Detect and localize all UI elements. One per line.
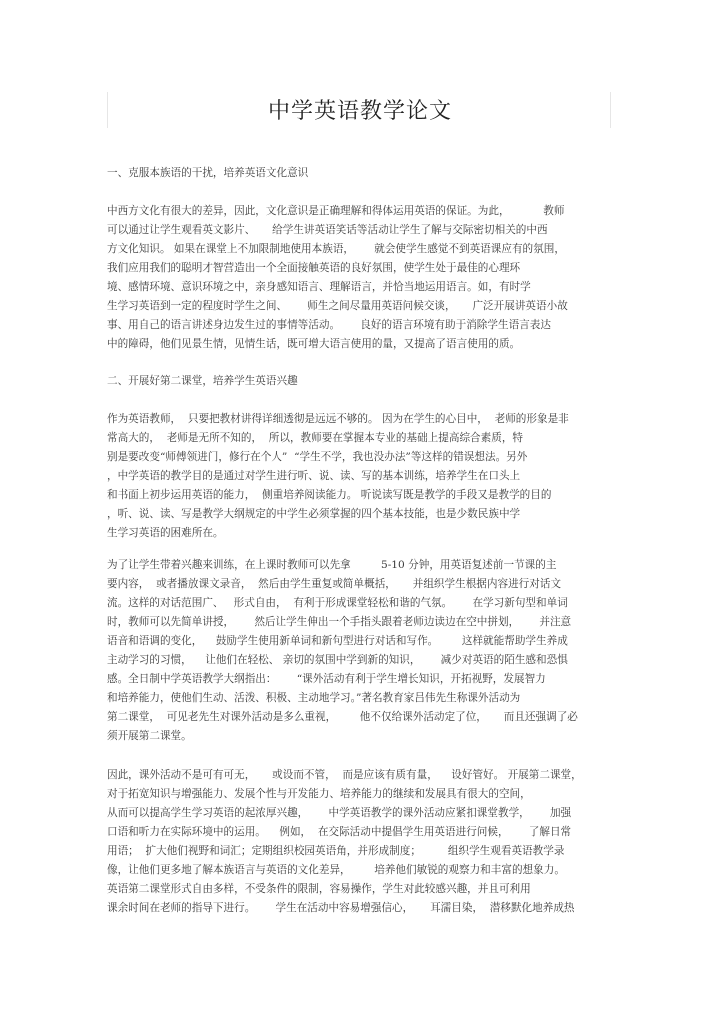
section-2-paragraph-1 (107, 410, 617, 543)
text-line: 别是要改变“师傅领进门，修行在个人” “学生不学，我也没办法”等这样的错误想法。另外 (107, 451, 528, 463)
text-line: 生学习英语的困难所在。 (107, 527, 224, 539)
text-line: 方文化知识。 如果在课堂上不加限制地使用本族语， 就会使学生感觉不到英语课应有的氛围， (107, 243, 565, 255)
text-line: 和书面上初步运用英语的能力， 侧重培养阅读能力。 听说读写既是教学的手段又是教学的目的 (107, 489, 552, 501)
text-line: 作为英语教师， 只要把教材讲得详细透彻是远远不够的。 因为在学生的心目中， 老师的形象是非 (107, 413, 569, 425)
text-line: 主动学习的习惯， 让他们在轻松、 亲切的氛围中学到新的知识， 减少对英语的陌生感和恐惧 (107, 654, 568, 666)
text-line: 因此，课外活动不是可有可无， 或设而不管， 而是应该有质有量， 设好管好。 开展第二课堂， (107, 769, 582, 781)
text-line: 语音和语调的变化， 鼓励学生使用新单词和新句型进行对话和写作。 这样就能帮助学生养成 (107, 635, 568, 647)
text-line: 事、用自己的语言讲述身边发生过的事情等活动。 良好的语言环境有助于消除学生语言表达 (107, 319, 551, 331)
text-line: 要内容， 或者播放课文录音， 然后由学生重复或简单概括， 并组织学生根据内容进行对话文 (107, 578, 562, 590)
text-line: 和培养能力，使他们生动、活泼、积极、主动地学习。”著名教育家吕伟先生称课外活动为 (107, 692, 521, 704)
text-line: 常高大的， 老师是无所不知的， 所以，教师要在掌握本专业的基础上提高综合素质，特 (107, 432, 524, 444)
text-line: ，听、说、读、写是教学大纲规定的中学生必须掌握的四个基本技能，也是少数民族中学 (107, 508, 521, 520)
text-line: 从而可以提高学生学习英语的起浓厚兴趣， 中学英语教学的课外活动应紧扣课堂教学， 加强 (107, 807, 572, 819)
text-line: 流。这样的对话范围广、 形式自由， 有利于形成课堂轻松和谐的气氛。 在学习新句型和单词 (107, 597, 568, 609)
text-line: 时，教师可以先简单讲授， 然后让学生伸出一个手指头跟着老师边读边在空中拼划， 并注意 (107, 616, 572, 628)
document-title: 中学英语教学论文 (267, 99, 452, 124)
text-line: 可以通过让学生观看英文影片、 给学生讲英语笑话等活动让学生了解与交际密切相关的中西 (107, 224, 548, 236)
text-line: 英语第二课堂形式自由多样，不受条件的限制，容易操作，学生对此较感兴趣，并且可利用 (107, 883, 531, 895)
heading: 二、开展好第二课堂，培养学生英语兴趣 (107, 375, 298, 387)
text-line: 境、感情环境、意识环境之中，亲身感知语言、理解语言，并恰当地运用语言。如，有时学 (107, 281, 531, 293)
text-line: 我们应用我们的聪明才智营造出一个全面接触英语的良好氛围，使学生处于最佳的心理环 (107, 262, 521, 274)
section-1-paragraph-1 (107, 202, 617, 354)
text-line: 中的障碍，他们见景生情，见情生话，既可增大语言使用的量，又提高了语言使用的质。 (107, 338, 521, 350)
text-line: 口语和听力在实际环境中的运用。 例如， 在交际活动中提倡学生用英语进行问候， 了解日常 (107, 826, 572, 838)
text-line: 为了让学生带着兴趣来训练，在上课时教师可以先拿 5-10 分钟，用英语复述前一节课的主 (107, 559, 557, 571)
section-2-paragraph-3 (107, 766, 617, 918)
text-line: 像，让他们更多地了解本族语言与英语的文化差异， 培养他们敏锐的观察力和丰富的想象力。 (107, 864, 565, 876)
text-line: 生学习英语到一定的程度时学生之间、 师生之间尽量用英语问候交谈， 广泛开展讲英语小故 (107, 300, 568, 312)
text-line: ，中学英语的教学目的是通过对学生进行听、说、读、写的基本训练，培养学生在口头上 (107, 470, 521, 482)
text-line: 中西方文化有很大的差异，因此，文化意识是正确理解和得体运用英语的保证。为此， 教师 (107, 205, 565, 217)
text-line: 课余时间在老师的指导下进行。 学生在活动中容易增强信心， 耳濡目染， 潜移默化地养成热 (107, 902, 575, 914)
text-line: 感。全日制中学英语教学大纲指出： “课外活动有利于学生增长知识，开拓视野，发展智力 (107, 673, 546, 685)
section-2-heading (107, 372, 617, 391)
text-line: 第二课堂， 可见老先生对课外活动是多么重视， 他不仅给课外活动定了位， 而且还强调了必 (107, 711, 578, 723)
section-1-heading (107, 164, 617, 183)
text-line: 须开展第二课堂。 (107, 730, 192, 742)
text-line: 对于拓宽知识与增强能力、发展个性与开发能力、培养能力的继续和发展具有很大的空间， (107, 788, 531, 800)
text-line: 用语； 扩大他们视野和词汇；定期组织校园英语角，并形成制度； 组织学生观看英语教学录 (107, 845, 565, 857)
heading: 一、克服本族语的干扰，培养英语文化意识 (107, 167, 309, 179)
section-2-paragraph-2 (107, 556, 617, 746)
